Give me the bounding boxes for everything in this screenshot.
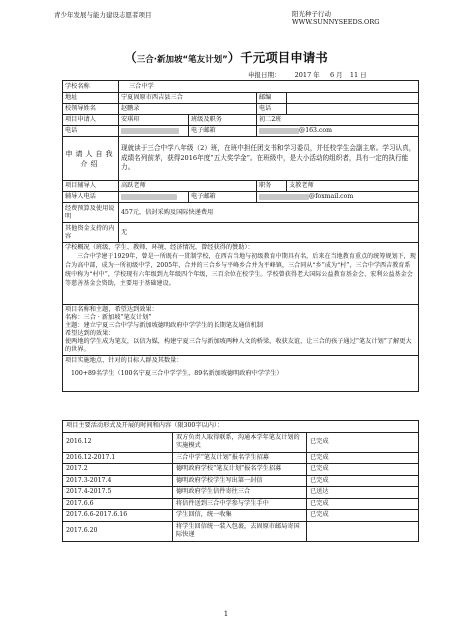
overview-title: 学校概况（班级、学生、教师、环境、经济情况、曾经获得的赞助）：	[65, 244, 254, 251]
schedule-row	[63, 510, 419, 522]
schedule-row	[63, 432, 419, 452]
budget-value: 457元，信封采购及国际快递费用	[119, 203, 419, 223]
principal-value: 赵鹏录	[119, 104, 257, 115]
teacher-email-value: @foxmail.com	[257, 192, 419, 203]
schedule-content: 德明政府学生信件寄往三合	[173, 487, 307, 499]
school-name-value: 三合中学	[119, 81, 419, 93]
application-form	[62, 80, 419, 392]
schedule-content: 将信件送到三合中学参与学生手中	[173, 498, 307, 510]
schedule-row	[63, 521, 419, 541]
overview-text: 三合中学建于1929年，曾是一所既有一贯制学校，在西吉当地与初级教育中期具有名，后来在当地教育重点的统筹规划下，现合为高中部，成为一所初级中学，2005年，合并的三合乡与平峰乡合并为平峰镇，三合同从“乡”成为“村”，三合中学西吉教育系统中称为“村中”，学校现有六年级到九年级四个年级，三百余位在校学生。学校曾获得老大国际公益教育基金会、宏利公益基金会等慈善基金会资助，主要用于基础建设。	[65, 253, 416, 287]
postcode-label: 邮编	[257, 93, 287, 104]
target-group-section	[63, 356, 419, 392]
schedule-date: 2016.12	[63, 432, 173, 452]
address-value: 宁夏固原市西吉县三合	[119, 93, 257, 104]
schedule-date: 2017.6.6-2017.6.16	[63, 510, 173, 522]
intro-text: 现就读于三合中学八年级（2）班，在班中担任团支书和学习委员，并任校学生会副主席。学习认真，成绩名列前茅，获得2016年度“五大奖学金”。在班级中，是大小活动的组织者，具有一定的执行能力。	[119, 137, 419, 181]
schedule-row	[63, 475, 419, 487]
schedule-rows	[63, 432, 419, 541]
schedule-status: 已完成	[307, 475, 419, 487]
schedule-date: 2017.2	[63, 464, 173, 476]
redacted-phone	[121, 128, 179, 134]
schedule-status: 已完成	[307, 464, 419, 476]
schedule-content: 德明政府学校学生写出第一封信	[173, 475, 307, 487]
header-brand	[292, 10, 379, 26]
schedule-date: 2017.6.6	[63, 498, 173, 510]
other-funding-value: 无	[119, 223, 419, 243]
school-overview-section	[63, 243, 419, 305]
header-organization: 青少年发展与能力建设志愿者项目	[54, 11, 152, 19]
schedule-row	[63, 452, 419, 464]
schedule-status: 已送达	[307, 487, 419, 499]
header-brand-name: 阳光种子行动	[292, 10, 331, 18]
apply-year: 2017	[294, 71, 312, 79]
address-label: 地址	[63, 93, 119, 104]
schedule-row	[63, 464, 419, 476]
goal-name: 名称：三合 · 新加坡“笔友计划”	[65, 314, 152, 321]
target-title: 项目实施地点、针对的目标人群及其数量：	[65, 357, 183, 364]
duty-label: 职务	[257, 181, 287, 192]
class-value: 初二2班	[257, 115, 419, 126]
teacher-label: 项目辅导人	[63, 181, 119, 192]
schedule-content: 德明政府学校“笔友计划”报名学生招募	[173, 464, 307, 476]
apply-month: 6	[329, 71, 335, 79]
intro-label: 申请人自我介绍	[63, 137, 119, 181]
schedule-title: 项目主要活动形式及开展的时间和内容（限300字以内）：	[63, 421, 419, 433]
teacher-email-label: 电子邮箱	[189, 192, 257, 203]
schedule-content: 学生回信，统一收集	[173, 510, 307, 522]
redacted-teacher-email-user	[259, 194, 309, 200]
header-website: WWW.SUNNYSEEDS.ORG	[292, 18, 380, 26]
applicant-email-label: 电子邮箱	[189, 126, 257, 137]
goal-effect-title: 希望达到的效果：	[65, 330, 115, 337]
phone-label: 电话	[257, 104, 287, 115]
schedule-status: 已完成	[307, 498, 419, 510]
schedule-status: 已完成	[307, 432, 419, 452]
applicant-label: 项目申请人	[63, 115, 119, 126]
schedule-status: 已完成	[307, 510, 419, 522]
duty-value: 支教老师	[287, 181, 419, 192]
teacher-phone-value	[119, 192, 189, 203]
principal-label: 校领导姓名	[63, 104, 119, 115]
apply-day: 11	[349, 71, 359, 79]
page-number: 1	[223, 610, 229, 618]
school-name-label: 学校名称	[63, 81, 119, 93]
applicant-phone-label: 电话	[63, 126, 119, 137]
schedule-status: 已完成	[307, 452, 419, 464]
teacher-value: 高跃老师	[119, 181, 257, 192]
redacted-email-user	[259, 128, 299, 134]
schedule-date: 2017.4-2017.5	[63, 487, 173, 499]
schedule-date: 2016.12-2017.1	[63, 452, 173, 464]
goal-title: 项目名称和主题，希望达到效果：	[65, 306, 158, 313]
schedule-table	[62, 420, 419, 542]
postcode-value	[287, 93, 419, 104]
applicant-phone-value	[119, 126, 189, 137]
applicant-email-value: @163.com	[257, 126, 419, 137]
project-goal-section	[63, 305, 419, 356]
schedule-row	[63, 498, 419, 510]
schedule-date: 2017.6.20	[63, 521, 173, 541]
schedule-date: 2017.3-2017.4	[63, 475, 173, 487]
budget-label: 经费预算及使用说明	[63, 203, 119, 223]
apply-date: 申报日期： 2017 年 6 月 11 日	[248, 71, 367, 79]
goal-effect: 使两地的学生成为笔友，以信为媒，构建宁夏三合与新加坡两种人文的桥梁，收获友谊，让三合的孩子通过“笔友计划”了解更大的世界。	[65, 338, 412, 353]
other-funding-label: 其他资金支持的内容	[63, 223, 119, 243]
phone-value	[287, 104, 419, 115]
schedule-content: 将学生回信统一装入包裹，去固原市邮局寄国际快递	[173, 521, 307, 541]
schedule-row	[63, 487, 419, 499]
page-title: （三合·新加坡“笔友计划”）千元项目申请书	[124, 50, 328, 65]
title-project-name: 三合·新加坡“笔友计划”	[136, 55, 228, 65]
goal-theme: 主题：建立宁夏三合中学与新加坡德明政府中学学生的长期笔友通信机制	[65, 322, 263, 329]
schedule-content: 双方负责人取得联系，沟通本学年笔友计划的实施模式	[173, 432, 307, 452]
schedule-status	[307, 521, 419, 541]
applicant-value: 安琪印	[119, 115, 189, 126]
teacher-phone-label: 辅导人电话	[63, 192, 119, 203]
target-text: 100+89名学生（100名宁夏三合中学学生，89名新加坡德明政府中学学生）	[71, 370, 283, 377]
redacted-teacher-phone	[121, 194, 177, 200]
class-label: 班级及职务	[189, 115, 257, 126]
schedule-content: 三合中学“笔友计划”报名学生招募	[173, 452, 307, 464]
